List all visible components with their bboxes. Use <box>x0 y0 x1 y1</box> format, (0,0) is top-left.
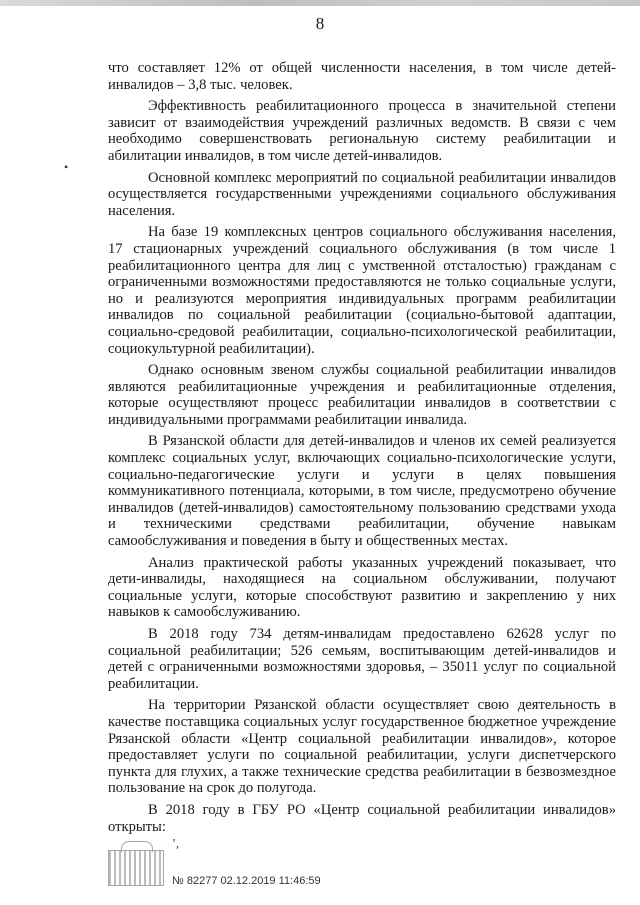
paragraph-1: что составляет 12% от общей численности населения, в том числе детей-инвалидов – 3,8 тыс. человек. <box>108 60 616 93</box>
registry-seal-icon <box>108 850 164 886</box>
scan-speck-mark: • <box>64 160 69 174</box>
paragraph-5: Однако основным звеном службы социальной реабилитации инвалидов являются реабилитационные учреждения и реабилитационные отделения, которые осуществляют процесс реабилитации инвалидов в соответствии с индивидуальными программами реабилитации инвалида. <box>108 362 616 428</box>
scan-tick-mark: ʼ, <box>172 836 179 850</box>
registration-stamp: № 82277 02.12.2019 11:46:59 <box>172 875 321 887</box>
paragraph-6: В Рязанской области для детей-инвалидов и членов их семей реализуется комплекс социальных услуг, включающих социально-психологические услуги, социально-педагогические услуги и услуги в целях повышения коммуникативного потенциала, которыми, в том числе, предусмотрено обучение инвалидов (детей-инвалидов) самостоятельному пользованию средствами ухода и техническими средствами реабилитации, обучение навыкам самообслуживания и поведения в быту и общественных местах. <box>108 433 616 550</box>
paragraph-7: Анализ практической работы указанных учреждений показывает, что дети-инвалиды, находящиеся на социальном обслуживании, получают социальные услуги, которые способствуют развитию и закреплению у них навыков к самообслуживанию. <box>108 554 616 621</box>
paragraph-3: Основной комплекс мероприятий по социальной реабилитации инвалидов осуществляется государственными учреждениями социального обслуживания населения. <box>108 169 616 219</box>
paragraph-9: На территории Рязанской области осуществляет свою деятельность в качестве поставщика социальных услуг государственное бюджетное учреждение Рязанской области «Центр социальной реабилитации инвалидов», которое предоставляет услуги по социальной реабилитации, услуги диспетчерского пункта для глухих, а также технические средства реабилитации в безвозмездное пользование на срок до полугода. <box>108 697 616 797</box>
paragraph-10: В 2018 году в ГБУ РО «Центр социальной реабилитации инвалидов» открыты: <box>108 801 616 835</box>
page-number: 8 <box>315 14 325 33</box>
scan-top-edge <box>0 0 640 6</box>
paragraph-2: Эффективность реабилитационного процесса в значительной степени зависит от взаимодействия учреждений различных ведомств. В связи с чем необходимо совершенствовать региональную систему реабилитации и абилитации инвалидов, в том числе детей-инвалидов. <box>108 98 616 164</box>
paragraph-4: На базе 19 комплексных центров социального обслуживания населения, 17 стационарных учреждений социального обслуживания (в том числе 1 реабилитационного центра для лиц с умственной отсталостью) гражданам с ограниченными возможностями предоставляются не только социальные услуги, но и реализуются мероприятия индивидуальных программ реабилитации инвалидов по социальной реабилитации (социально-бытовой адаптации, социально-средовой реабилитации, социально-психологической реабилитации, социокультурной реабилитации). <box>108 224 616 357</box>
paragraph-8: В 2018 году 734 детям-инвалидам предоставлено 62628 услуг по социальной реабилитации; 526 семьям, воспитывающим детей-инвалидов и детей с ограниченными возможностями здоровья, – 35011 услуг по социальной реабилитации. <box>108 626 616 692</box>
document-body <box>108 60 616 840</box>
